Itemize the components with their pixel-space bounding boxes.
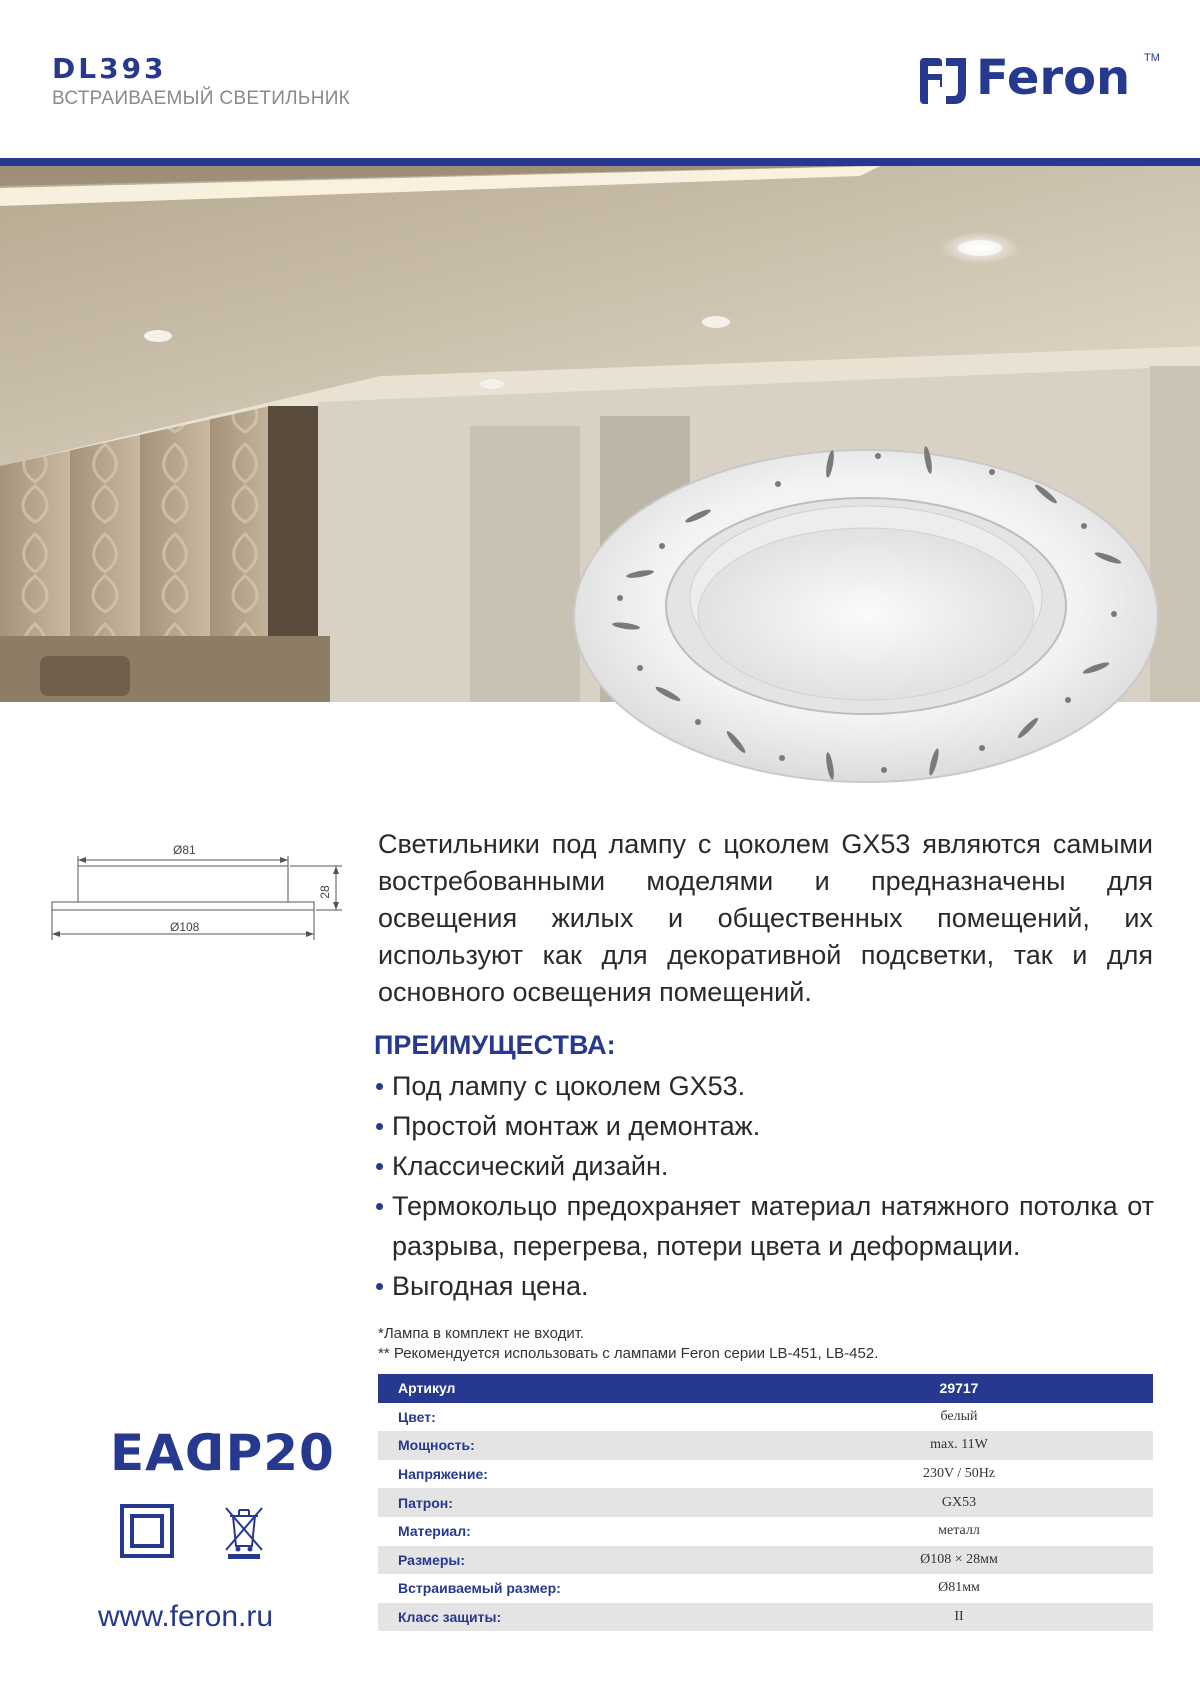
table-row bbox=[378, 1574, 1153, 1603]
spec-value: max. 11W bbox=[765, 1431, 1153, 1460]
ip-rating: IP20 bbox=[206, 1424, 335, 1482]
advantages-list bbox=[374, 1066, 1154, 1306]
spec-key: Встраиваемый размер: bbox=[378, 1574, 765, 1603]
feron-logo bbox=[918, 50, 1158, 114]
spec-key: Класс защиты: bbox=[378, 1603, 765, 1632]
spec-key: Цвет: bbox=[378, 1403, 765, 1432]
list-item: Под лампу с цоколем GX53. bbox=[374, 1066, 1154, 1106]
spec-key: Размеры: bbox=[378, 1546, 765, 1575]
spec-value: GX53 bbox=[765, 1488, 1153, 1517]
table-row bbox=[378, 1517, 1153, 1546]
spec-key: Напряжение: bbox=[378, 1460, 765, 1489]
weee-bin-icon bbox=[224, 1504, 264, 1560]
outer-diameter-label: Ø108 bbox=[170, 920, 200, 934]
spec-value: 230V / 50Hz bbox=[765, 1460, 1153, 1489]
spec-key: Материал: bbox=[378, 1517, 765, 1546]
spec-key: Патрон: bbox=[378, 1488, 765, 1517]
website-link[interactable]: www.feron.ru bbox=[98, 1600, 274, 1633]
list-item: Термокольцо предохраняет материал натяжного потолка от разрыва, перегрева, потери цвета и деформации. bbox=[374, 1186, 1154, 1266]
eac-mark: EAC bbox=[110, 1424, 223, 1482]
bullet-icon bbox=[376, 1123, 383, 1130]
spec-value: II bbox=[765, 1603, 1153, 1632]
spec-value: белый bbox=[765, 1403, 1153, 1432]
spec-value: Ø81мм bbox=[765, 1574, 1153, 1603]
note-recommended-lamps: ** Рекомендуется использовать с лампами Feron серии LB-451, LB-452. bbox=[378, 1345, 879, 1362]
table-row bbox=[378, 1374, 1153, 1403]
spec-key: Мощность: bbox=[378, 1431, 765, 1460]
feron-logo-mark-icon bbox=[918, 56, 970, 106]
table-row bbox=[378, 1403, 1153, 1432]
spec-table bbox=[378, 1374, 1153, 1631]
height-label: 28 bbox=[318, 885, 332, 899]
bullet-icon bbox=[376, 1203, 383, 1210]
list-item: Простой монтаж и демонтаж. bbox=[374, 1106, 1154, 1146]
downlight-product-image bbox=[568, 446, 1164, 786]
spec-value: металл bbox=[765, 1517, 1153, 1546]
model-name: DL393 bbox=[52, 52, 167, 85]
spec-value: 29717 bbox=[765, 1374, 1153, 1403]
list-item: Выгодная цена. bbox=[374, 1266, 1154, 1306]
bullet-icon bbox=[376, 1283, 383, 1290]
product-type: ВСТРАИВАЕМЫЙ СВЕТИЛЬНИК bbox=[52, 88, 351, 109]
bullet-icon bbox=[376, 1163, 383, 1170]
header bbox=[0, 0, 1200, 160]
header-divider bbox=[0, 158, 1200, 166]
spec-value: Ø108 × 28мм bbox=[765, 1546, 1153, 1575]
logo-wordmark: Feron bbox=[976, 50, 1131, 106]
intro-paragraph: Светильники под лампу с цоколем GX53 являются самыми востребованными моделями и предназначены для освещения жилых и общественных помещений, их используют как для декоративной подсветки, так и для основного освещения помещений. bbox=[378, 829, 1153, 1007]
list-item: Классический дизайн. bbox=[374, 1146, 1154, 1186]
table-row bbox=[378, 1603, 1153, 1632]
table-row bbox=[378, 1431, 1153, 1460]
bullet-icon bbox=[376, 1083, 383, 1090]
advantages-title: ПРЕИМУЩЕСТВА: bbox=[374, 1030, 616, 1060]
inner-diameter-label: Ø81 bbox=[173, 843, 196, 857]
trademark: TM bbox=[1144, 52, 1160, 64]
dimension-drawing bbox=[46, 826, 346, 946]
table-row bbox=[378, 1488, 1153, 1517]
table-row bbox=[378, 1460, 1153, 1489]
spec-key: Артикул bbox=[378, 1374, 765, 1403]
table-row bbox=[378, 1546, 1153, 1575]
note-lamp-not-included: *Лампа в комплект не входит. bbox=[378, 1325, 585, 1342]
class-ii-icon bbox=[120, 1504, 174, 1558]
